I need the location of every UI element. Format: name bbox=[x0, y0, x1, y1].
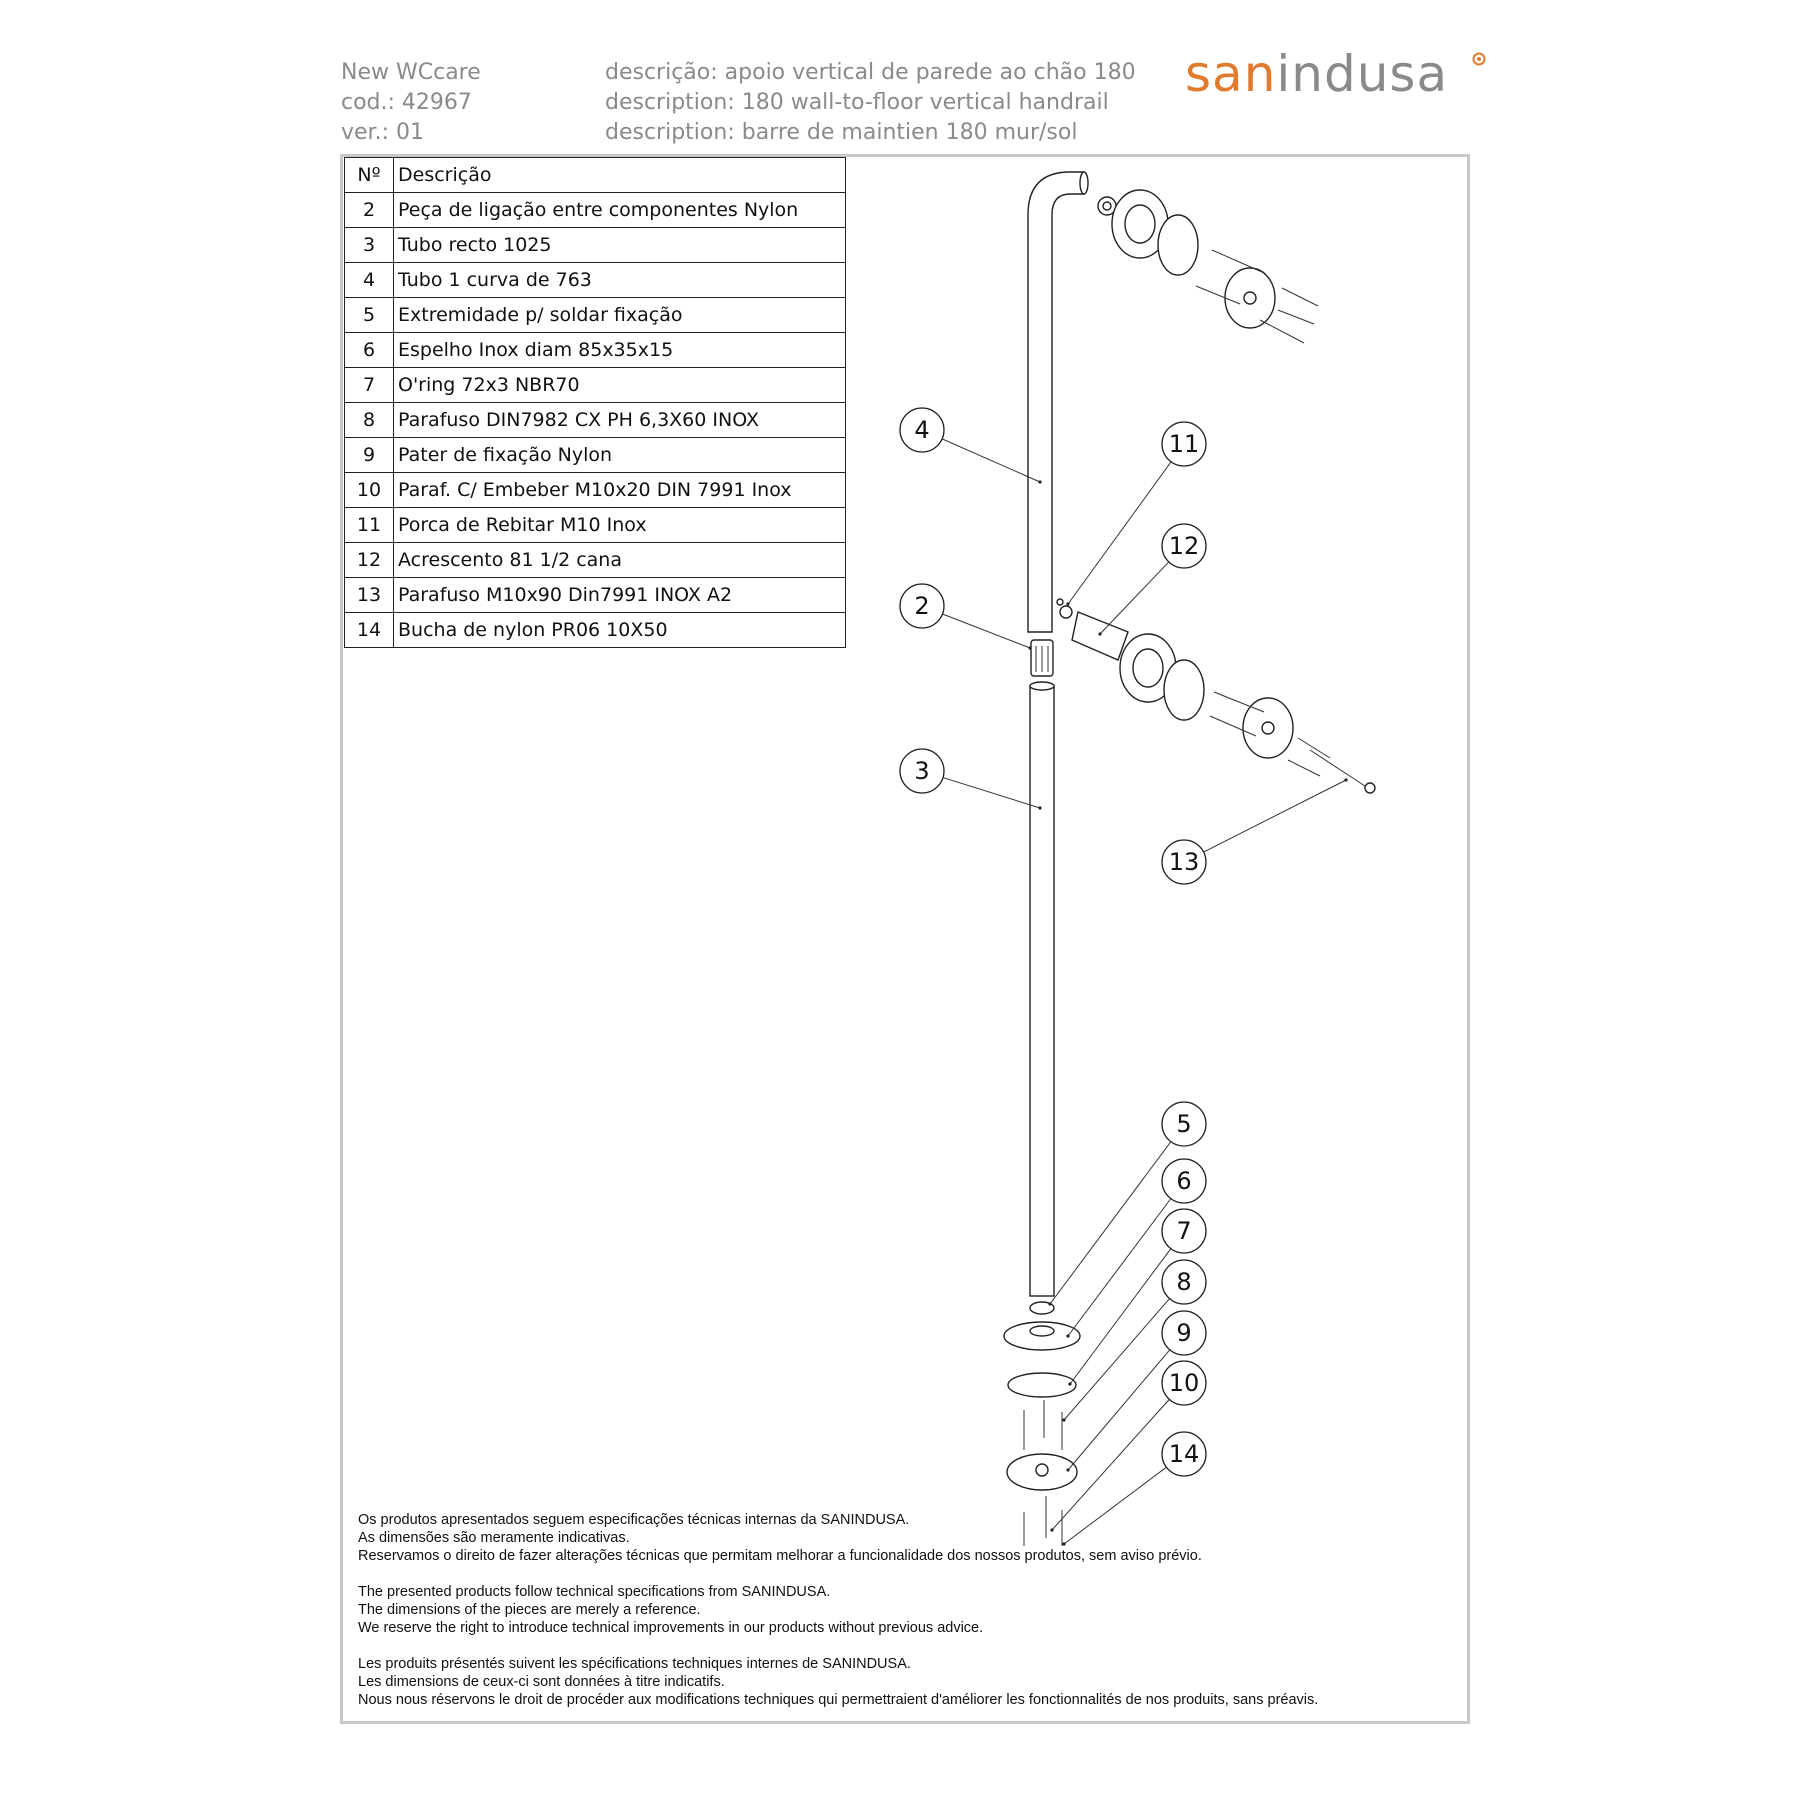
callout-label: 14 bbox=[1168, 1440, 1200, 1468]
callout-label: 10 bbox=[1168, 1369, 1200, 1397]
disclaimer-notes bbox=[358, 1511, 1458, 1727]
callout-label: 13 bbox=[1168, 848, 1200, 876]
callout-label: 3 bbox=[914, 757, 930, 785]
part-number-cell: 2 bbox=[345, 193, 394, 228]
callout-anchor bbox=[1028, 646, 1031, 649]
callout-leader bbox=[1204, 780, 1346, 852]
logo-indusa: indusa bbox=[1276, 45, 1449, 103]
callout-anchor bbox=[1038, 480, 1041, 483]
disclaimer-en-line: The dimensions of the pieces are merely a reference. bbox=[358, 1602, 701, 1618]
disclaimer-pt-line: As dimensões são meramente indicativas. bbox=[358, 1530, 630, 1546]
part-straight-tube bbox=[1030, 682, 1054, 1296]
disclaimer-en-line: We reserve the right to introduce technical improvements in our products without previous advice. bbox=[358, 1620, 984, 1636]
callout-label: 2 bbox=[914, 592, 930, 620]
part-description-cell: O'ring 72x3 NBR70 bbox=[394, 368, 846, 403]
part-description-cell: Tubo recto 1025 bbox=[394, 228, 846, 263]
disclaimer-fr bbox=[358, 1655, 1458, 1709]
disclaimer-fr-line: Les dimensions de ceux-ci sont données à titre indicatifs. bbox=[358, 1674, 725, 1690]
part-number-cell: 9 bbox=[345, 438, 394, 473]
product-code: cod.: 42967 bbox=[341, 90, 472, 115]
logo-san: san bbox=[1185, 45, 1277, 103]
part-number-cell: 3 bbox=[345, 228, 394, 263]
callout-leader bbox=[1068, 1350, 1170, 1470]
callout-leader bbox=[1070, 1249, 1171, 1384]
description-pt: descrição: apoio vertical de parede ao chão 180 bbox=[605, 60, 1136, 85]
callout-anchor bbox=[1062, 1418, 1065, 1421]
column-header-number: Nº bbox=[345, 158, 394, 193]
part-description-cell: Parafuso M10x90 Din7991 INOX A2 bbox=[394, 578, 846, 613]
disclaimer-fr-line: Nous nous réservons le droit de procéder aux modifications techniques qui permettraient d'améliorer les fonctionnalités de nos produits, sans préavis. bbox=[358, 1692, 1319, 1708]
callout-anchor bbox=[1098, 632, 1101, 635]
part-number-cell: 8 bbox=[345, 403, 394, 438]
part-description-cell: Peça de ligação entre componentes Nylon bbox=[394, 193, 846, 228]
callout-label: 8 bbox=[1176, 1268, 1192, 1296]
callout-anchor bbox=[1066, 1468, 1069, 1471]
callout-layer bbox=[900, 408, 1348, 1546]
product-version: ver.: 01 bbox=[341, 120, 424, 145]
disclaimer-fr-line: Les produits présentés suivent les spécifications techniques internes de SANINDUSA. bbox=[358, 1656, 911, 1672]
callout-anchor bbox=[1344, 778, 1347, 781]
callout-leader bbox=[1100, 562, 1169, 634]
callout-label: 6 bbox=[1176, 1167, 1192, 1195]
disclaimer-pt bbox=[358, 1511, 1458, 1565]
part-description-cell: Extremidade p/ soldar fixação bbox=[394, 298, 846, 333]
product-name: New WCcare bbox=[341, 60, 481, 85]
part-number-cell: 4 bbox=[345, 263, 394, 298]
disclaimer-pt-line: Os produtos apresentados seguem especificações técnicas internas da SANINDUSA. bbox=[358, 1512, 910, 1528]
callout-anchor bbox=[1048, 1302, 1051, 1305]
callout-anchor bbox=[1066, 1334, 1069, 1337]
callout-anchor bbox=[1068, 1382, 1071, 1385]
part-number-cell: 6 bbox=[345, 333, 394, 368]
disclaimer-en bbox=[358, 1583, 1458, 1637]
part-rivet-nut bbox=[1060, 606, 1072, 618]
part-description-cell: Acrescento 81 1/2 cana bbox=[394, 543, 846, 578]
part-middle-wall-fixing bbox=[1120, 634, 1375, 793]
part-number-cell: 12 bbox=[345, 543, 394, 578]
part-number-cell: 11 bbox=[345, 508, 394, 543]
part-number-cell: 7 bbox=[345, 368, 394, 403]
callout-leader bbox=[943, 614, 1030, 648]
part-description-cell: Parafuso DIN7982 CX PH 6,3X60 INOX bbox=[394, 403, 846, 438]
part-number-cell: 13 bbox=[345, 578, 394, 613]
description-fr: description: barre de maintien 180 mur/sol bbox=[605, 120, 1078, 145]
callout-anchor bbox=[1066, 602, 1069, 605]
part-extension bbox=[1072, 612, 1128, 660]
part-number-cell: 14 bbox=[345, 613, 394, 648]
description-en: description: 180 wall-to-floor vertical handrail bbox=[605, 90, 1109, 115]
part-number-cell: 5 bbox=[345, 298, 394, 333]
part-tube-bend bbox=[1028, 172, 1088, 632]
disclaimer-pt-line: Reservamos o direito de fazer alterações técnicas que permitam melhorar a funcionalidade dos nossos produtos, sem aviso prévio. bbox=[358, 1548, 1202, 1564]
callout-label: 12 bbox=[1168, 532, 1200, 560]
part-description-cell: Porca de Rebitar M10 Inox bbox=[394, 508, 846, 543]
callout-leader bbox=[943, 778, 1040, 808]
part-description-cell: Espelho Inox diam 85x35x15 bbox=[394, 333, 846, 368]
callout-leader bbox=[1068, 462, 1171, 604]
callout-leader bbox=[1064, 1299, 1170, 1420]
part-description-cell: Paraf. C/ Embeber M10x20 DIN 7991 Inox bbox=[394, 473, 846, 508]
part-connector bbox=[1031, 640, 1053, 676]
part-number-cell: 10 bbox=[345, 473, 394, 508]
callout-label: 11 bbox=[1168, 430, 1200, 458]
column-header-description: Descrição bbox=[394, 158, 846, 193]
part-description-cell: Tubo 1 curva de 763 bbox=[394, 263, 846, 298]
callout-label: 9 bbox=[1176, 1319, 1192, 1347]
callout-leader bbox=[942, 439, 1040, 482]
callout-label: 5 bbox=[1176, 1110, 1192, 1138]
disclaimer-en-line: The presented products follow technical specifications from SANINDUSA. bbox=[358, 1584, 831, 1600]
part-top-wall-fixing bbox=[1098, 190, 1318, 343]
callout-anchor bbox=[1038, 806, 1041, 809]
part-floor-fixing bbox=[1004, 1302, 1080, 1546]
callout-label: 4 bbox=[914, 416, 930, 444]
callout-label: 7 bbox=[1176, 1217, 1192, 1245]
part-description-cell: Pater de fixação Nylon bbox=[394, 438, 846, 473]
part-description-cell: Bucha de nylon PR06 10X50 bbox=[394, 613, 846, 648]
